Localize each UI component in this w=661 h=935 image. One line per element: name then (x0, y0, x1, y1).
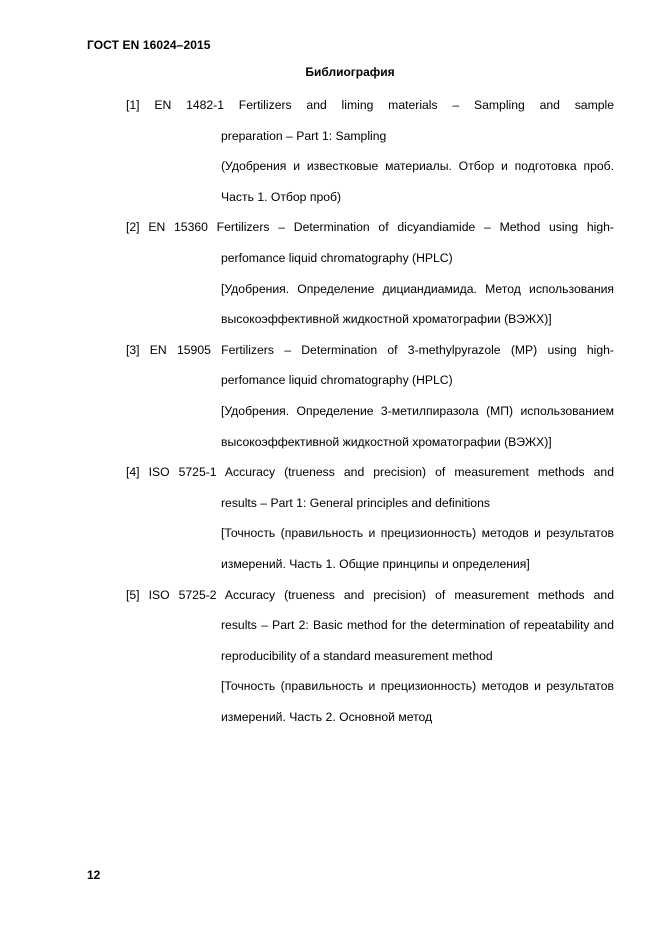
reference-translation: (Удобрения и известковые материалы. Отбор и подготовка проб. Часть 1. Отбор проб) (221, 159, 614, 204)
reference-title-line: [5] ISO 5725-2 Accuracy (trueness and precision) of measurement methods and (126, 587, 614, 602)
reference-translation: [Удобрения. Определение дициандиамида. Метод использования высокоэффективной жидкостной хроматографии (ВЭЖХ)] (221, 281, 614, 327)
bibliography-title: Библиография (305, 65, 395, 79)
reference-entry-5 (126, 580, 614, 733)
reference-entry-4 (126, 457, 614, 579)
reference-title-continuation: preparation – Part 1: Sampling (221, 128, 387, 143)
reference-title-line: [4] ISO 5725-1 Accuracy (trueness and precision) of measurement methods and (126, 465, 614, 480)
document-header: ГОСТ EN 16024–2015 (87, 38, 211, 52)
reference-title-continuation: perfomance liquid chromatography (HPLC) (221, 373, 453, 388)
bibliography-list (126, 90, 614, 732)
reference-translation: [Точность (правильность и прецизионность) методов и результатов измерений. Часть 2. Основной метод (221, 679, 614, 724)
reference-entry-1 (126, 90, 614, 212)
reference-entry-2 (126, 212, 614, 334)
reference-title-line: [1] EN 1482-1 Fertilizers and liming materials – Sampling and sample (126, 98, 614, 112)
reference-title-line: [3] EN 15905 Fertilizers – Determination of 3-methylpyrazole (MP) using high- (126, 342, 614, 357)
reference-title-continuation: results – Part 1: General principles and definitions (221, 495, 490, 510)
reference-translation: [Удобрения. Определение 3-метилпиразола (МП) использованием высокоэффективной жидкостной хроматографии (ВЭЖХ)] (221, 403, 614, 449)
reference-entry-3 (126, 335, 614, 457)
reference-title-line: [2] EN 15360 Fertilizers – Determination of dicyandiamide – Method using high- (126, 220, 614, 235)
reference-title-continuation: results – Part 2: Basic method for the determination of repeatability and reproducibility of a standard measurement method (221, 618, 614, 663)
reference-title-continuation: perfomance liquid chromatography (HPLC) (221, 250, 453, 265)
reference-translation: [Точность (правильность и прецизионность) методов и результатов измерений. Часть 1. Общие принципы и определения] (221, 526, 614, 571)
page-number: 12 (87, 868, 101, 882)
